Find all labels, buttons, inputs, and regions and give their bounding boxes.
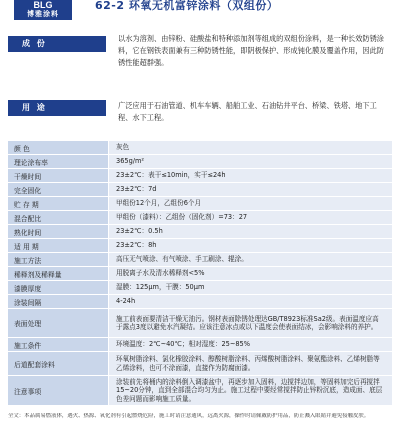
- spec-value: 用脱离子水及清水稀释剂<5%: [108, 267, 392, 280]
- spec-label: 颜 色: [8, 141, 108, 154]
- spec-value: 环氧树脂涂料、氯化橡胶涂料、醇酸树脂涂料、丙烯酸树脂涂料、聚氨酯涂料、乙烯树脂等乙烯涂料，也可不涂面漆，直接作为防腐面漆。: [108, 352, 392, 375]
- spec-row: [8, 196, 392, 210]
- spec-value: 甲组份（漆料）：乙组份（固化剂）=73：27: [108, 211, 392, 224]
- spec-row: [8, 154, 392, 168]
- logo-text: BLG: [33, 0, 53, 10]
- spec-row: [8, 140, 392, 154]
- composition-heading: 成 份: [8, 36, 106, 52]
- spec-value: 灰色: [108, 141, 392, 154]
- spec-label: 施工条件: [8, 338, 108, 351]
- header-bar: [0, 0, 400, 22]
- spec-row: [8, 182, 392, 196]
- spec-label: 贮 存 期: [8, 197, 108, 210]
- spec-value: 施工前表面要清洁干燥无油污。钢材表面除锈处理达GB/T8923标准Sa2级。表面温度应高于露点3度以避免水汽凝结。应该注意冰点或以下温度会使表面结冰，会影响涂料的养护。: [108, 309, 392, 337]
- spec-row: [8, 308, 392, 337]
- usage-text: 广泛应用于石油管道、机车车辆、船舶工业、石油钻井平台、桥梁、铁塔、地下工程、水下工程。: [118, 101, 377, 122]
- product-title: 62-2 环氧无机富锌涂料（双组份）: [95, 0, 279, 12]
- spec-label: 干燥时间: [8, 169, 108, 182]
- spec-value: 涂装前先将桶内的涂料倒入调漆盆中，再逐步加入固料，边搅拌边加，等固料加完后再搅拌15~20分钟，直到全部混合均匀为止。施工过程中要经常搅拌防止锌粉沉底，造成面、底层色差问题而影响施工质量。: [108, 376, 392, 405]
- usage-heading: 用 途: [8, 100, 106, 116]
- spec-label: 表面处理: [8, 309, 108, 337]
- spec-row: [8, 252, 392, 266]
- spec-row: [8, 266, 392, 280]
- spec-value: 高压无气喷涂、有气喷涂、手工刷涂、辊涂。: [108, 253, 392, 266]
- brand-logo: [14, 0, 72, 20]
- spec-label: 完全固化: [8, 183, 108, 196]
- spec-row: [8, 294, 392, 308]
- spec-row: [8, 224, 392, 238]
- spec-row: [8, 280, 392, 294]
- spec-row: [8, 210, 392, 224]
- spec-label: 施工方法: [8, 253, 108, 266]
- spec-label: 熟化时间: [8, 225, 108, 238]
- spec-row: [8, 337, 392, 351]
- footnote: 全文：本品属易燃液体，遇火、热源、氧化剂有引起燃烧危险，施工时请注意通风，远离火源，操作时请佩戴防护用品，防止溅入眼睛并避免接触皮肤。: [8, 413, 370, 419]
- spec-row: [8, 375, 392, 405]
- spec-label: 漆膜厚度: [8, 281, 108, 294]
- spec-row: [8, 238, 392, 252]
- spec-value: 23±2℃：7d: [108, 183, 392, 196]
- spec-table: [8, 140, 392, 405]
- spec-label: 混合配比: [8, 211, 108, 224]
- logo-cn-text: 博雅涂料: [27, 11, 59, 18]
- spec-value: 甲组份12个月，乙组份6个月: [108, 197, 392, 210]
- spec-row: [8, 168, 392, 182]
- spec-label: 理论涂布率: [8, 155, 108, 168]
- spec-label: 适 用 期: [8, 239, 108, 252]
- spec-value: 湿膜：125μm，干膜：50μm: [108, 281, 392, 294]
- spec-value: 365g/m²: [108, 155, 392, 168]
- spec-value: 23±2℃：0.5h: [108, 225, 392, 238]
- spec-row: [8, 351, 392, 375]
- spec-label: 涂装间隔: [8, 295, 108, 308]
- spec-value: 23±2℃：8h: [108, 239, 392, 252]
- composition-text: 以水为溶剂、由锌粉、硅酸盐和特种添加剂等组成的双组份涂料，是一种长效防锈涂料，它在钢铁表面兼有三种防锈性能，即阴极保护、形成钝化膜及覆盖作用，因此防锈性能超群强。: [118, 34, 384, 67]
- spec-label: 后道配套涂料: [8, 352, 108, 375]
- spec-value: 环境温度：2℃~40℃；相对湿度：25~85%: [108, 338, 392, 351]
- spec-label: 稀释剂及稀释量: [8, 267, 108, 280]
- spec-label: 注意事项: [8, 376, 108, 405]
- spec-value: 4-24h: [108, 295, 392, 308]
- spec-value: 23±2℃：表干≤10min，实干≤24h: [108, 169, 392, 182]
